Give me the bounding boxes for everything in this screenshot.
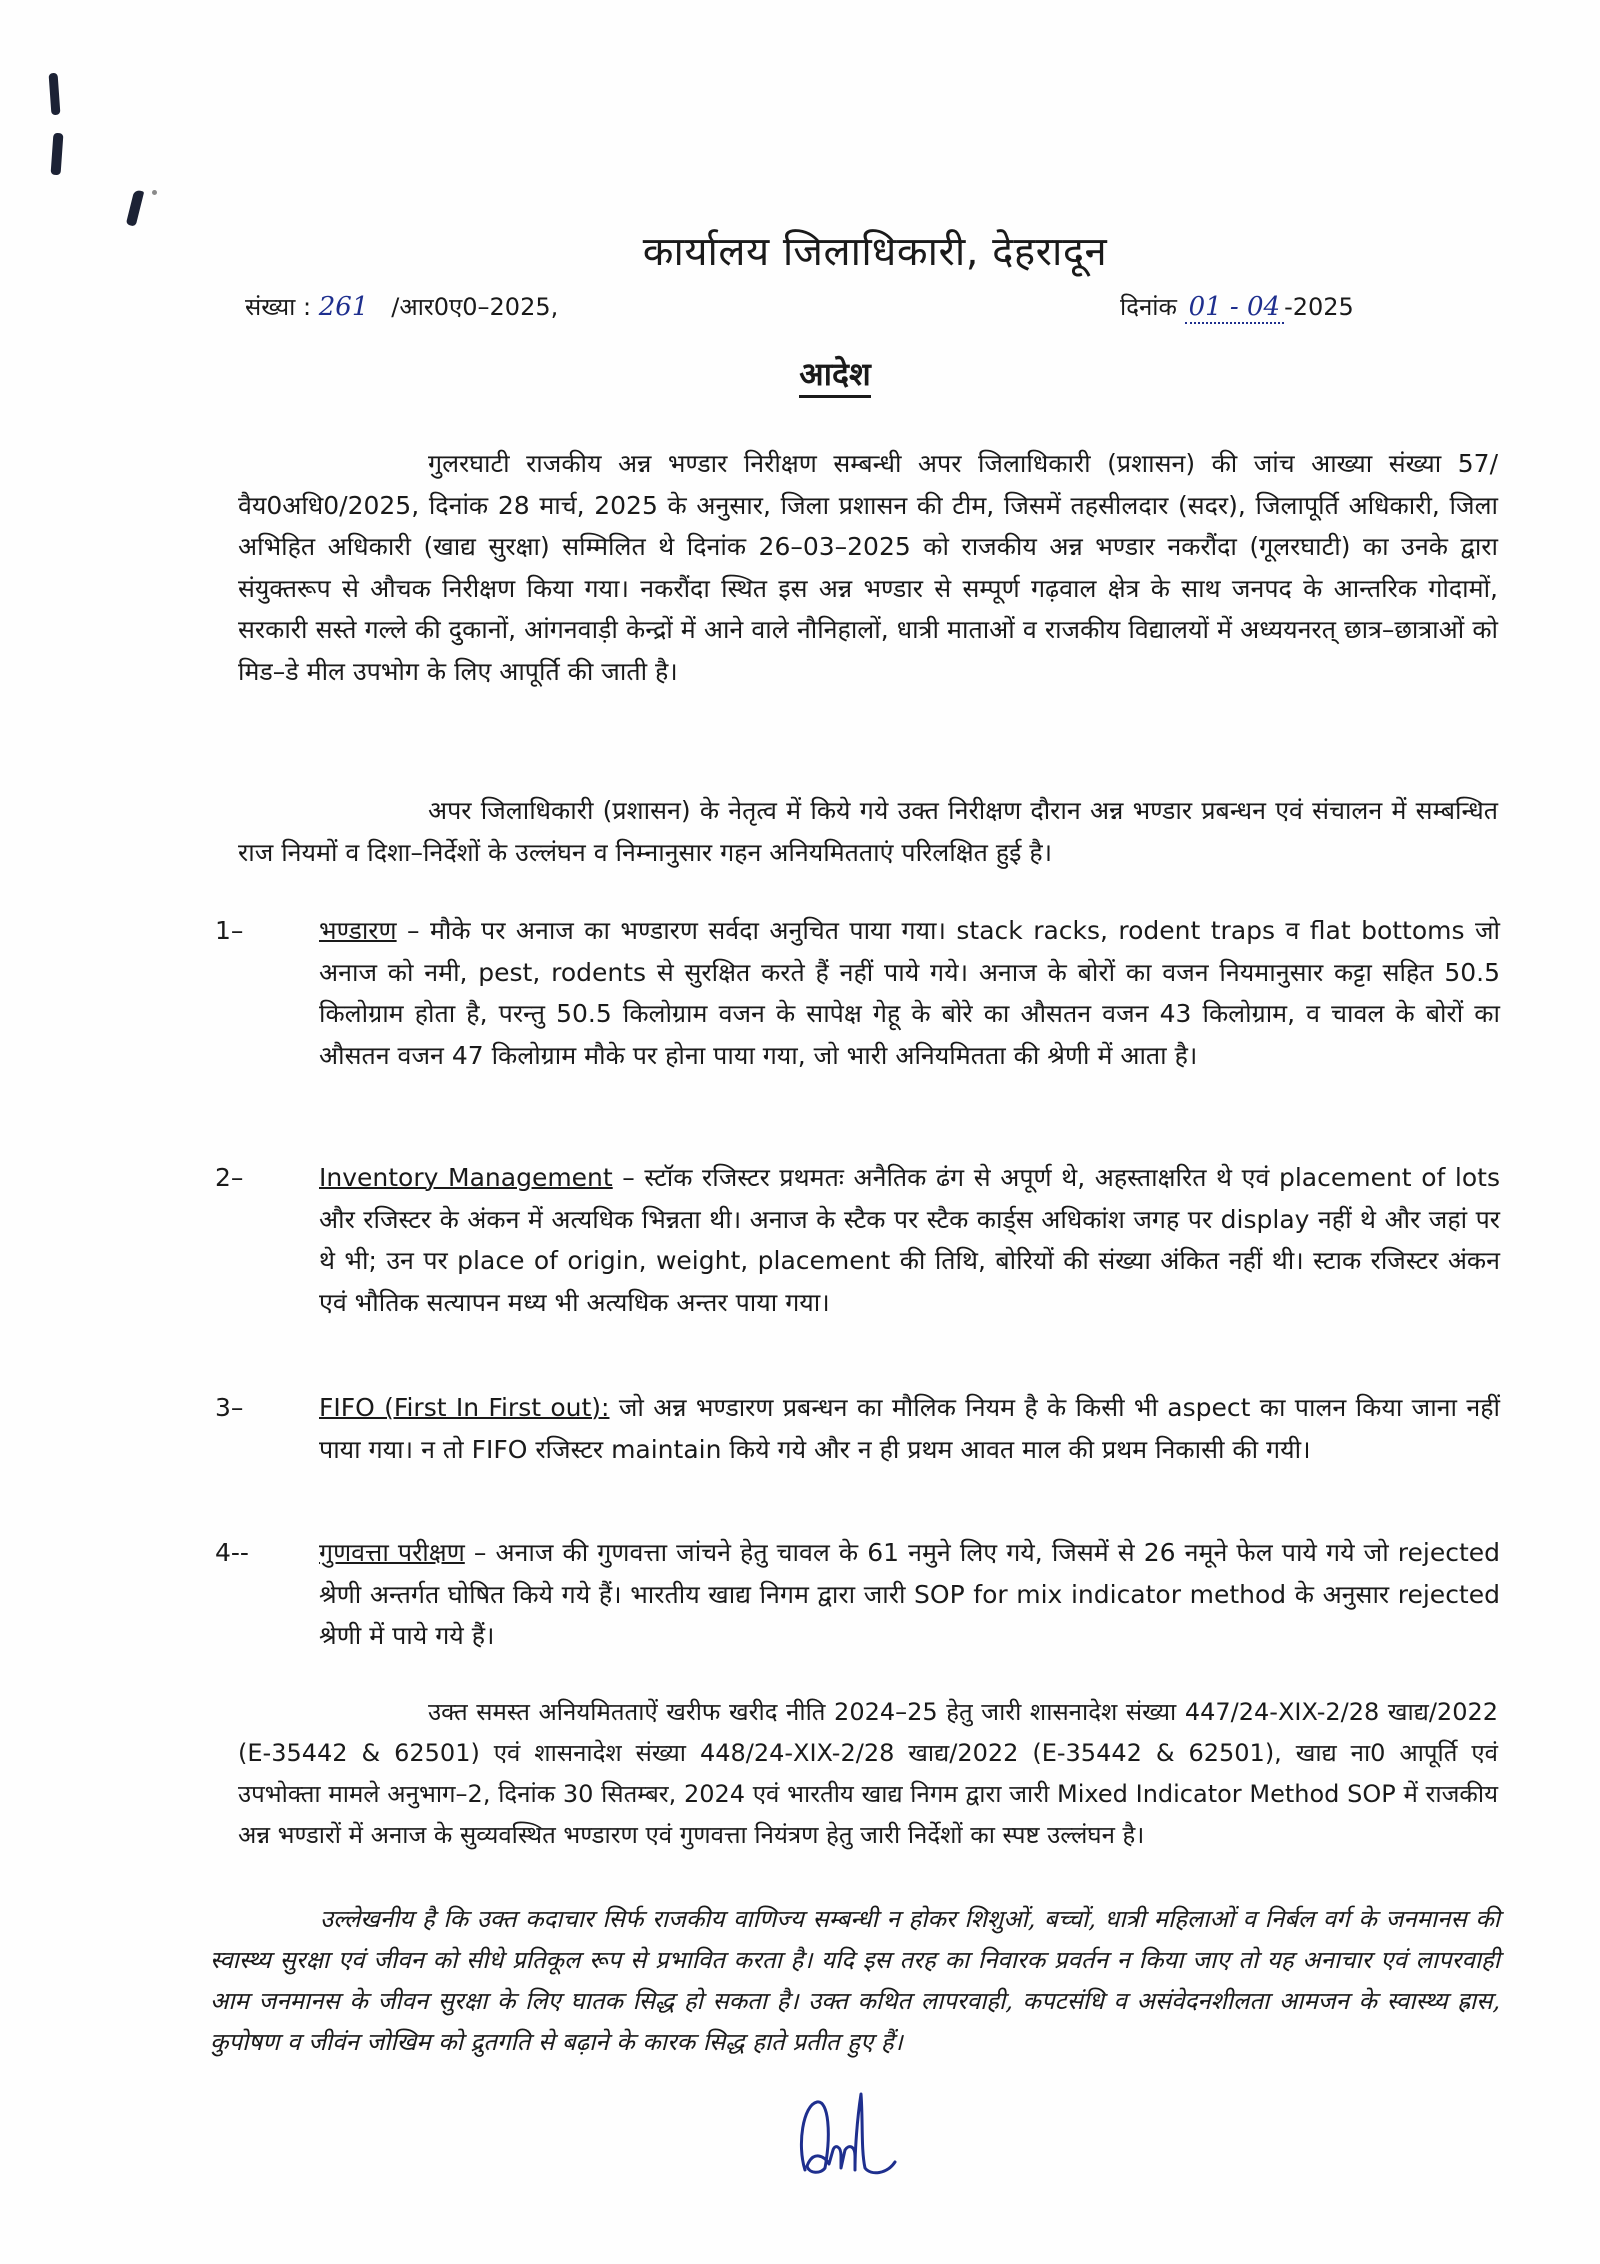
order-heading-text: आदेश — [799, 355, 870, 398]
paragraph-inspection-summary: गुलरघाटी राजकीय अन्न भण्डार निरीक्षण सम्बन्धी अपर जिलाधिकारी (प्रशासन) की जांच आख्या संख्या 57/वैय0अधि0/2025, दिनांक 28 मार्च, 2025 के अनुसार, जिला प्रशासन की टीम, जिसमें तहसीलदार (सदर), जिलापूर्ति अधिकारी, जिला अभिहित अधिकारी (खाद्य सुरक्षा) सम्मिलित थे दिनांक 26–03–2025 को राजकीय अन्न भण्डार नकरौंदा (गूलरघाटी) का उनके द्वारा संयुक्तरूप से औचक निरीक्षण किया गया। नकरौंदा स्थित इस अन्न भण्डार से सम्पूर्ण गढ़वाल क्षेत्र के साथ जनपद के आन्तरिक गोदामों, सरकारी सस्ते गल्ले की दुकानों, आंगनवाड़ी केन्द्रों में आने वाले नौनिहालों, धात्री माताओं व राजकीय विद्यालयों में अध्ययनरत् छात्र–छात्राओं को मिड–डे मील उपभोग के लिए आपूर्ति की जाती है। — [238, 449, 1498, 686]
finding-item-fifo — [215, 1387, 1500, 1470]
margin-ink-mark — [51, 133, 64, 176]
finding-text: – अनाज की गुणवत्ता जांचने हेतु चावल के 61 नमुने लिए गये, जिसमें से 26 नमूने फेल पाये गये जो rejected श्रेणी अन्तर्गत घोषित किये गये हैं। भारतीय खाद्य निगम द्वारा जारी SOP for mix indicator method के अनुसार rejected श्रेणी में पाये गये हैं। — [319, 1538, 1500, 1650]
date-label: दिनांक — [1120, 293, 1177, 321]
reference-suffix: /आर0ए0–2025, — [391, 293, 559, 321]
margin-ink-mark — [49, 73, 61, 116]
date-handwritten: 01 - 04 — [1185, 292, 1284, 324]
finding-text: – स्टॉक रजिस्टर प्रथमतः अनैतिक ढंग से अपूर्ण थे, अहस्ताक्षरित थे एवं placement of lots और रजिस्टर के अंकन में अत्यधिक भिन्नता थी। अनाज के स्टैक पर स्टैक कार्ड्स अधिकांश जगह पर display नहीं थे और जहां पर थे भी; उन पर place of origin, weight, placement की तिथि, बोरियों की संख्या अंकित नहीं थी। स्टाक रजिस्टर अंकन एवं भौतिक सत्यापन मध्य भी अत्यधिक अन्तर पाया गया। — [319, 1163, 1500, 1317]
finding-number: 2– — [215, 1163, 244, 1192]
finding-number: 1– — [215, 916, 244, 945]
paragraph-notable-impact: उल्लेखनीय है कि उक्त कदाचार सिर्फ राजकीय वाणिज्य सम्बन्धी न होकर शिशुओं, बच्चों, धात्री महिलाओं व निर्बल वर्ग के जनमानस की स्वास्थ्य सुरक्षा एवं जीवन को सीधे प्रतिकूल रूप से प्रभावित करता है। यदि इस तरह का निवारक प्रवर्तन न किया जाए तो यह अनाचार एवं लापरवाही आम जनमानस के जीवन सुरक्षा के लिए घातक सिद्ध हो सकता है। उक्त कथित लापरवाही, कपटसंधि व असंवेदनशीलता आमजन के स्वास्थ्य ह्रास, कुपोषण व जीवंन जोखिम को द्रुतगति से बढ़ाने के कारक सिद्ध हाते प्रतीत हुए हैं। — [210, 1905, 1500, 2056]
finding-number: 4-- — [215, 1538, 249, 1567]
date-year: -2025 — [1284, 293, 1354, 321]
finding-heading: भण्डारण — [319, 916, 397, 945]
finding-item-inventory — [215, 1157, 1500, 1323]
finding-heading: गुणवत्ता परीक्षण — [319, 1538, 465, 1567]
reference-number-handwritten: 261 — [318, 292, 369, 322]
reference-label: संख्या : — [245, 293, 312, 321]
finding-heading: Inventory Management — [319, 1163, 613, 1192]
finding-heading: FIFO (First In First out): — [319, 1393, 610, 1422]
paragraph-violations: उक्त समस्त अनियमितताऐं खरीफ खरीद नीति 2024–25 हेतु जारी शासनादेश संख्या 447/24-XIX-2/28 खाद्य/2022 (E-35442 & 62501) एवं शासनादेश संख्या 448/24-XIX-2/28 खाद्य/2022 (E-35442 & 62501), खाद्य ना0 आपूर्ति एवं उपभोक्ता मामले अनुभाग–2, दिनांक 30 सितम्बर, 2024 एवं भारतीय खाद्य निगम द्वारा जारी Mixed Indicator Method SOP में राजकीय अन्न भण्डारों में अनाज के सुव्यवस्थित भण्डारण एवं गुणवत्ता नियंत्रण हेतु जारी निर्देशों का स्पष्ट उल्लंघन है। — [238, 1698, 1498, 1849]
reference-number — [245, 290, 558, 323]
finding-item-storage — [215, 910, 1500, 1076]
order-heading — [0, 352, 1600, 395]
finding-number: 3– — [215, 1393, 244, 1422]
finding-item-quality — [215, 1532, 1500, 1657]
office-title: कार्यालय जिलाधिकारी, देहरादून — [642, 229, 1108, 275]
document-date — [1120, 290, 1354, 323]
finding-text: जो अन्न भण्डारण प्रबन्धन का मौलिक नियम है के किसी भी aspect का पालन किया जाना नहीं पाया गया। न तो FIFO रजिस्टर maintain किये गये और न ही प्रथम आवत माल की प्रथम निकासी की गयी। — [319, 1393, 1500, 1464]
signature-icon — [795, 2090, 905, 2180]
finding-text: – मौके पर अनाज का भण्डारण सर्वदा अनुचित पाया गया। stack racks, rodent traps व flat bottoms जो अनाज को नमी, pest, rodents से सुरक्षित करते हैं नहीं पाये गये। अनाज के बोरों का वजन नियमानुसार कट्टा सहित 50.5 किलोग्राम होता है, परन्तु 50.5 किलोग्राम वजन के सापेक्ष गेहू के बोरे का औसतन वजन 43 किलोग्राम, व चावल के बोरों का औसतन वजन 47 किलोग्राम मौके पर होना पाया गया, जो भारी अनियमितता की श्रेणी में आता है। — [319, 916, 1500, 1070]
margin-ink-dot — [152, 190, 157, 195]
paragraph-irregularities-intro: अपर जिलाधिकारी (प्रशासन) के नेतृत्व में किये गये उक्त निरीक्षण दौरान अन्न भण्डार प्रबन्धन एवं संचालन में सम्बन्धित राज नियमों व दिशा–निर्देशों के उल्लंघन व निम्नानुसार गहन अनियमितताएं परिलक्षित हुई है। — [238, 796, 1498, 867]
